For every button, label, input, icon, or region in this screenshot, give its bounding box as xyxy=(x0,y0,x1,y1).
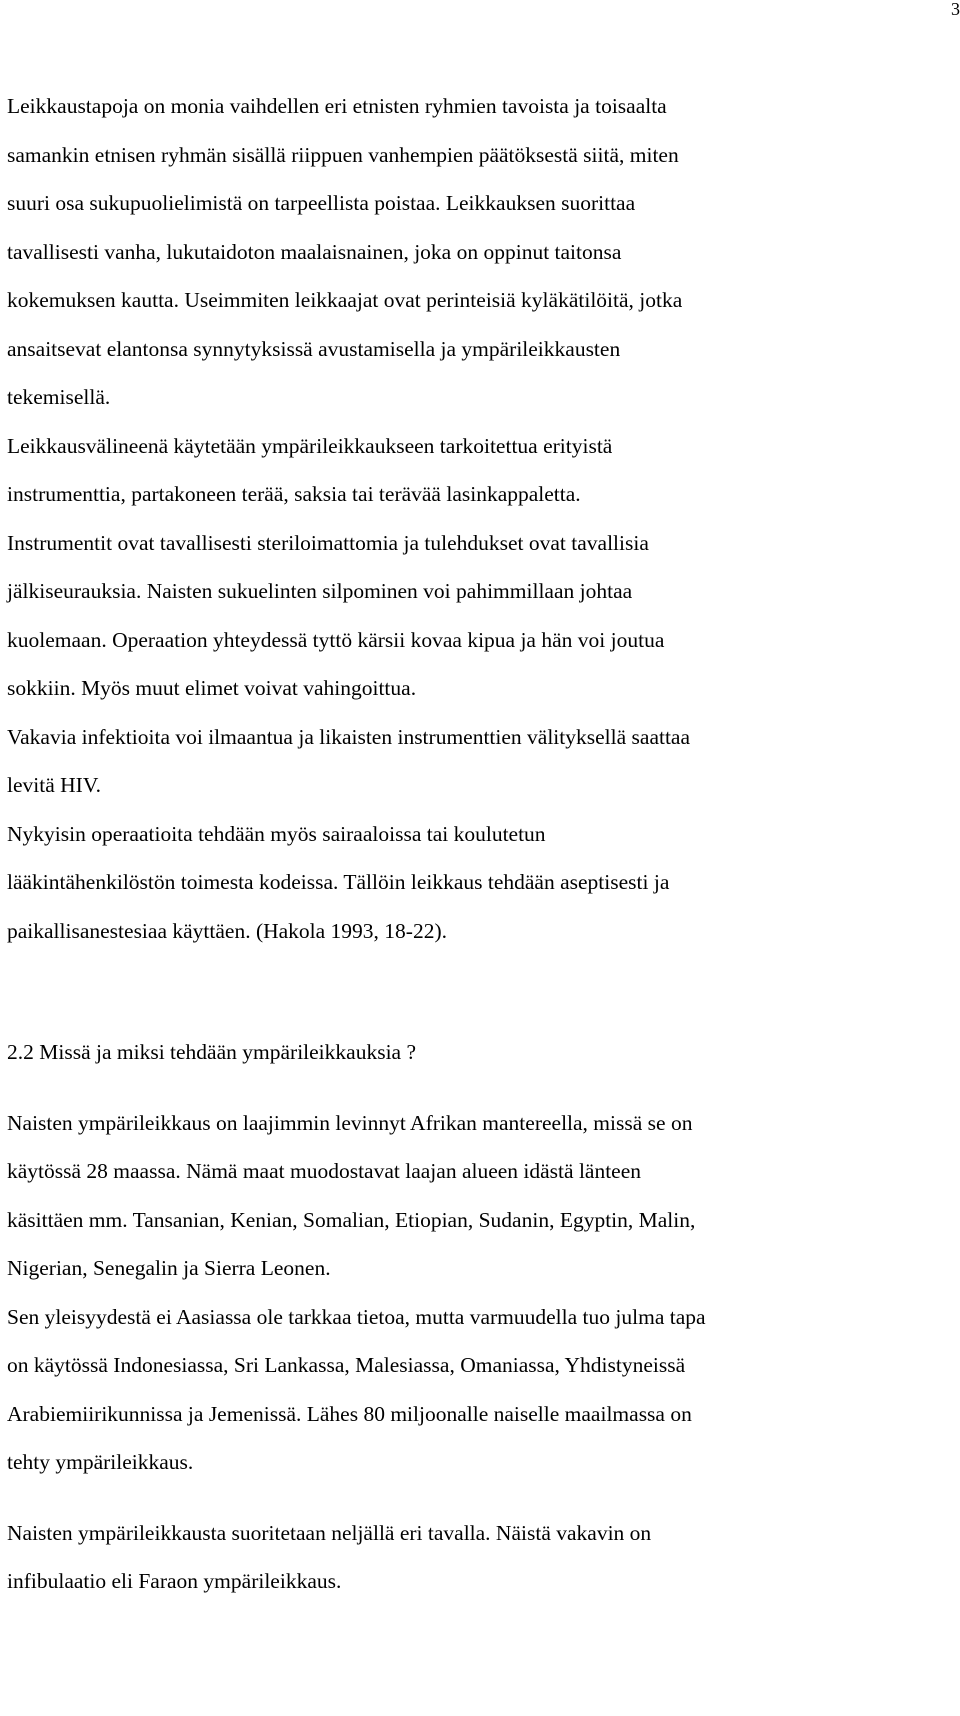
text-line: Sen yleisyydestä ei Aasiassa ole tarkkaa tietoa, mutta varmuudella tuo julma tapa xyxy=(7,1304,706,1329)
page-number: 3 xyxy=(951,0,960,19)
paragraph-afrikka xyxy=(7,1099,955,1293)
text-line: käytössä 28 maassa. Nämä maat muodostavat laajan alueen idästä länteen xyxy=(7,1159,642,1183)
text-line: Leikkaustapoja on monia vaihdellen eri etnisten ryhmien tavoista ja toisaalta xyxy=(7,94,667,118)
paragraph-leikkaustavat xyxy=(7,82,955,422)
paragraph-leikkausvalineet xyxy=(7,422,955,713)
text-line: suuri osa sukupuolielimistä on tarpeellista poistaa. Leikkauksen suorittaa xyxy=(7,191,636,215)
text-line: Nykyisin operaatioita tehdään myös sairaaloissa tai koulutetun xyxy=(7,821,546,846)
paragraph-infektiot xyxy=(7,713,955,810)
text-line: tehty ympärileikkaus. xyxy=(7,1450,194,1474)
text-line: tavallisesti vanha, lukutaidoton maalaisnainen, joka on oppinut taitonsa xyxy=(7,239,622,264)
text-line: Vakavia infektioita voi ilmaantua ja likaisten instrumenttien välityksellä saattaa xyxy=(7,724,691,749)
text-line: Instrumentit ovat tavallisesti steriloimattomia ja tulehdukset ovat tavallisia xyxy=(7,530,649,555)
document-body xyxy=(7,82,955,1606)
text-line: samankin etnisen ryhmän sisällä riippuen vanhempien päätöksestä siitä, miten xyxy=(7,142,679,167)
text-line: käsittäen mm. Tansanian, Kenian, Somalian, Etiopian, Sudanin, Egyptin, Malin, xyxy=(7,1207,696,1232)
text-line: kuolemaan. Operaation yhteydessä tyttö kärsii kovaa kipua ja hän voi joutua xyxy=(7,627,665,652)
section-heading: 2.2 Missä ja miksi tehdään ympärileikkauksia ? xyxy=(7,1040,417,1064)
paragraph-aasia xyxy=(7,1293,955,1487)
paragraph-sairaalat xyxy=(7,810,955,956)
text-line: Naisten ympärileikkausta suoritetaan neljällä eri tavalla. Näistä vakavin on xyxy=(7,1520,652,1545)
spacer xyxy=(7,1487,955,1509)
text-line: levitä HIV. xyxy=(7,773,101,797)
text-line: instrumenttia, partakoneen terää, saksia tai terävää lasinkappaletta. xyxy=(7,482,581,506)
text-line: Naisten ympärileikkaus on laajimmin levinnyt Afrikan mantereella, missä se on xyxy=(7,1110,693,1135)
text-line: sokkiin. Myös muut elimet voivat vahingoittua. xyxy=(7,676,417,700)
text-line: lääkintähenkilöstön toimesta kodeissa. Tällöin leikkaus tehdään aseptisesti ja xyxy=(7,870,670,894)
text-line: ansaitsevat elantonsa synnytyksissä avustamisella ja ympärileikkausten xyxy=(7,336,621,361)
text-line: paikallisanestesiaa käyttäen. (Hakola 1993, 18-22). xyxy=(7,918,448,943)
spacer xyxy=(7,1077,955,1099)
text-line: tekemisellä. xyxy=(7,385,111,409)
text-line: infibulaatio eli Faraon ympärileikkaus. xyxy=(7,1569,342,1593)
text-line: on käytössä Indonesiassa, Sri Lankassa, Malesiassa, Omaniassa, Yhdistyneissä xyxy=(7,1353,686,1377)
text-line: Arabiemiirikunnissa ja Jemenissä. Lähes 80 miljoonalle naiselle maailmassa on xyxy=(7,1401,692,1426)
text-line: Leikkausvälineenä käytetään ympärileikkaukseen tarkoitettua erityistä xyxy=(7,433,613,458)
text-line: Nigerian, Senegalin ja Sierra Leonen. xyxy=(7,1256,331,1280)
text-line: kokemuksen kautta. Useimmiten leikkaajat ovat perinteisiä kyläkätilöitä, jotka xyxy=(7,288,683,312)
text-line: jälkiseurauksia. Naisten sukuelinten silpominen voi pahimmillaan johtaa xyxy=(7,579,633,603)
spacer xyxy=(7,955,955,1028)
paragraph-tavat xyxy=(7,1509,955,1606)
